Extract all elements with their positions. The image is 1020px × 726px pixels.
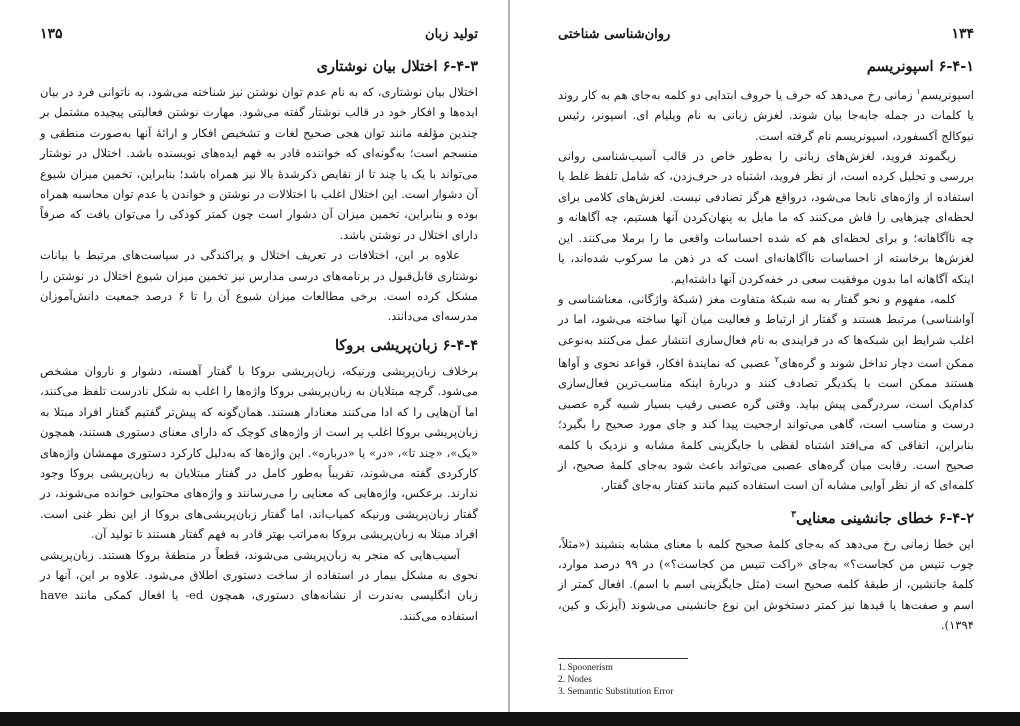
term-spoonerism: اسپونریسم bbox=[920, 87, 974, 102]
footnote-marker: ۱ bbox=[916, 87, 921, 96]
right-running-head bbox=[558, 26, 974, 42]
left-page-number: ۱۳۵ bbox=[40, 26, 63, 42]
paragraph-text: عصبی که نمایندهٔ افکار، قواعد نحوی و آواها هستند ممکن است با یکدیگر تصادف کنند و دربارهٔ اینکه مناسب‌ترین فعال‌سازی کدام‌یک است، سردرگمی پیش بیاید. وقتی گره عصبی رقیب بسیار شبیه گره عصبی درست و مناسب است، گاهی می‌تواند ارجحیت پیدا کند و جای مورد صحیح را بگیرد؛ بنابراین، اتفاقی که می‌افتد اشتباه لفظی با جایگزینی کلمهٔ مشابه و نزدیک با کلمه صحیح است. رقابت میان گره‌های عصبی می‌تواند باعث شود به‌جای کلمهٔ صحیح، از کلمه‌ای که از نظر آوایی مشابه آن است استفاده کنیم مانند کفتار به‌جای گفتار. bbox=[558, 356, 974, 493]
section-heading-broca-aphasia: ۶-۴-۴ زبان‌پریشی بروکا bbox=[334, 336, 478, 354]
section-heading-writing-disorder: ۶-۴-۳ اختلال بیان نوشتاری bbox=[316, 58, 478, 75]
right-running-title: روان‌شناسی شناختی bbox=[558, 27, 671, 42]
scan-bottom-edge bbox=[0, 712, 1020, 726]
right-page-number: ۱۳۴ bbox=[951, 26, 974, 42]
left-page bbox=[0, 0, 508, 712]
heading-text: ۶-۴-۲ خطای جانشینی معنایی bbox=[795, 509, 974, 527]
paragraph bbox=[558, 289, 974, 496]
section-heading-spoonerism: ۶-۴-۱ اسپونریسم bbox=[866, 58, 974, 75]
paragraph: این خطا زمانی رخ می‌دهد که به‌جای کلمهٔ صحیح کلمه با معنای مشابه بنشیند («مثلاً، چوب تنیس من کجاست؟» به‌جای «راکت تنیس من کجاست؟») در ۹۹ درصد موارد، کلمهٔ جانشین، از طبقهٔ کلمه صحیح است (مثل جایگزینی اسم با اسم). افعال کمتر از اسم و صفت‌ها یا قیدها نیز کمتر دستخوش این نوع جانشینی می‌شوند (آیزنک و کین، ۱۳۹۴). bbox=[558, 536, 974, 633]
paragraph: زیگموند فروید، لغزش‌های زبانی را به‌طور خاص در قالب آسیب‌شناسی روانی بررسی و تحلیل کرده است، از نظر فروید، اشتباه در حرف‌زدن، که شامل تلفظ غلط یا استفاده از واژه‌های نابجا می‌شود، درواقع هرگز تصادفی نیست. لغزش‌های کلامی برای لحظه‌ای چیزهایی را فاش می‌کنند که ما مایل به پنهان‌کردن آنها هستیم، چه آگاهانه و چه ناآگاهانه؛ و برای لحظه‌ای هم که شده احساسات واقعی ما را برملا می‌کنند. این لغزش‌ها برخاسته از احساسات ناآگاهانه‌ای است که در ذهن ما سرکوب شده‌اند، یا اینکه آگاهانه اما بدون موفقیت سعی در خفه‌کردن آنها داشته‌ایم. bbox=[558, 149, 974, 286]
footnotes bbox=[558, 658, 974, 698]
footnote-marker: ۳ bbox=[791, 509, 796, 520]
paragraph-text: زمانی رخ می‌دهد که حرف یا حروف ابتدایی دو کلمه به‌جای هم به کار روند یا کلمات در جمله جابه‌جا بیان شوند. لغزش زبانی به نام ویلیام ای. اسپونر، رئیس نیوکالج آکسفورد، اسپونریسم نام گرفته است. bbox=[558, 87, 974, 143]
paragraph: اختلال بیان نوشتاری، که به نام عدم توان نوشتن نیز شناخته می‌شود، به ناتوانی فرد در بیان ایده‌ها و افکار خود در قالب نوشتار گفته می‌شود. مهارت نوشتن فعالیتی پیچیده مشتمل بر چندین مؤلفه مانند توان هجی صحیح لغات و تشخیص افکار و ارائهٔ آنها به‌صورت منطقی و منسجم است؛ به‌گونه‌ای که خواننده قادر به فهم ایده‌های نویسنده باشد. اختلال در نوشتار می‌تواند با یک یا چند تا از نقایص ذکرشدهٔ بالا نیز همراه باشد؛ بنابراین، تخمین میزان شیوع آن دشوار است. این اختلال اغلب با اختلالات در نوشتن و خواندن یا عدم توان محاسبه همراه بوده و بنابراین، تخمین میزان آن دشوار است چون کمتر کودکی را می‌توان یافت که صرفاً دارای اختلال در نوشتن باشد. bbox=[40, 85, 478, 242]
right-page bbox=[510, 0, 1020, 712]
footnote-item: 3. Semantic Substitution Error bbox=[558, 686, 674, 697]
paragraph-text: کلمه، مفهوم و نحو گفتار به سه شبکهٔ متفاوت مغز (شبکهٔ واژگانی، معناشناسی و آواشناسی) مرتبط هستند و گفتار از ارتباط و فعالیت میان آنها ساخته می‌شود، اما در اغلب شرایط این شبکه‌ها که در فرایندی به نام فعال‌سازی انتشار عمل می‌کنند به‌نوعی ممکن است دچار تداخل شوند و گره‌های bbox=[558, 291, 974, 370]
footnote-item: 1. Spoonerism bbox=[558, 662, 613, 673]
paragraph bbox=[558, 82, 974, 146]
paragraph: علاوه بر این، اختلافات در تعریف اختلال و پراکندگی در سیاست‌های مرتبط با بیانات نوشتاری قابل‌قبول در برنامه‌های درسی مدارس نیز تخمین میزان شیوع اختلال در نوشتن را مشکل کرده است. برخی مطالعات میزان شیوع آن را تا ۶ درصد جمعیت دانش‌آموزان مدرسه‌ای می‌دانند. bbox=[40, 248, 478, 324]
section-heading-semantic-substitution bbox=[558, 504, 974, 530]
left-running-head bbox=[40, 26, 478, 42]
left-running-title: تولید زبان bbox=[425, 27, 478, 42]
footnote-item: 2. Nodes bbox=[558, 674, 592, 685]
footnote-marker: ۲ bbox=[774, 355, 780, 365]
paragraph: برخلاف زبان‌پریشی ورنیکه، زبان‌پریشی بروکا با گفتار آهسته، دشوار و ناروان مشخص می‌شود. گرچه مبتلایان به زبان‌پریشی بروکا واژه‌ها را اغلب به شکل نادرست تلفظ می‌کنند، اما آن‌هایی را که ادا می‌کنند معنادار هستند. همان‌گونه که پیش‌تر گفتیم گفتار افراد مبتلا به زبان‌پریشی بروکا اغلب پر است از واژه‌های کوچک که دارای معنای دستوری هستند، همچون «یک»، «چند تا»، «در» یا «درباره». این واژه‌ها که به‌دلیل کارکرد دستوری مهمشان واژه‌های کارکردی گفته می‌شوند، تقریباً به‌طور کامل در گفتار مبتلایان به زبان‌پریشی بروکا وجود ندارند. برعکس، واژه‌هایی که معنایی را می‌رسانند و واژه‌های محتوایی خوانده می‌شوند، در گفتار زبان‌پریشی ورنیکه کمیاب‌اند، اما گفتار زبان‌پریشی‌های بروکا از این نظر غنی است. افراد مبتلا به زبان‌پریشی بروکا به‌مراتب بهتر قادر به فهم گفتار هستند تا تولید آن. bbox=[40, 363, 478, 542]
paragraph: آسیب‌هایی که منجر به زبان‌پریشی می‌شوند، قطعاً در منطقهٔ بروکا هستند. زبان‌پریشی نحوی به مشکل بیمار در استفاده از ساخت دستوری اطلاق می‌شود. علاوه بر این، آنها در زبان انگلیسی به‌ندرت از نشانه‌های دستوری، همچون ed- یا افعال کمکی مانند have استفاده می‌کنند. bbox=[40, 547, 478, 623]
footnote-divider bbox=[558, 658, 688, 659]
